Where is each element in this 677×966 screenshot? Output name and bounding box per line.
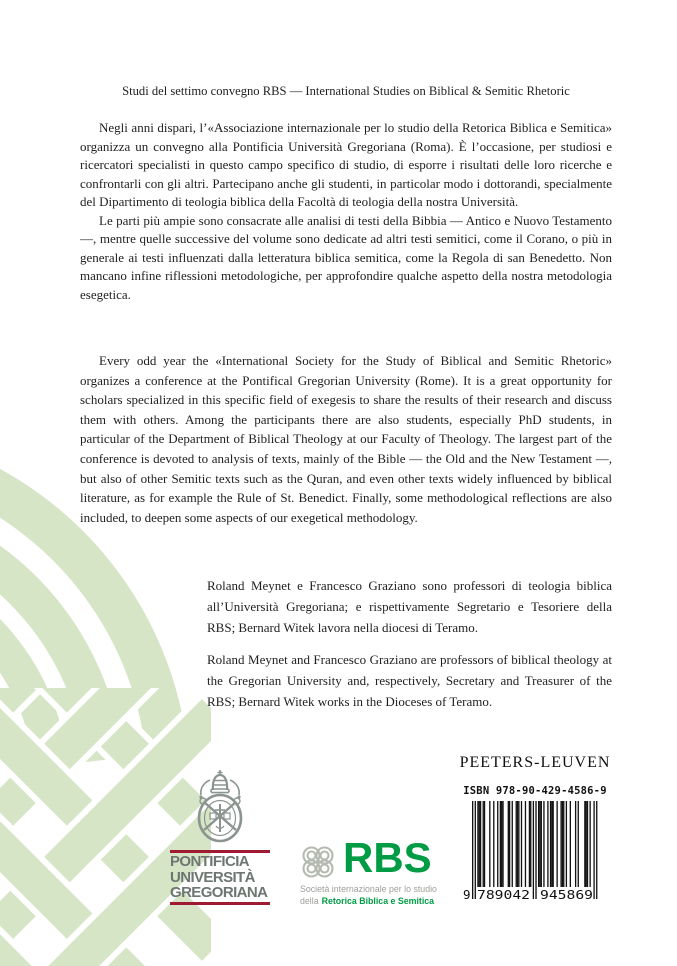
gregoriana-logo <box>170 768 270 906</box>
authors-bio-italian: Roland Meynet e Francesco Graziano sono professori di teologia biblica all’Università Gregoriana; e rispettivamente Segretario e Tesoriere della RBS; Bernard Witek lavora nella diocesi di Teramo. <box>207 578 612 635</box>
barcode-bar <box>516 801 517 887</box>
barcode-digit-group-1: 789042 <box>477 887 530 902</box>
rbs-tagline-2-prefix: della <box>300 896 319 906</box>
barcode-bar <box>500 801 501 887</box>
barcode-bar <box>575 801 576 887</box>
barcode-bar <box>560 801 561 887</box>
rbs-tagline-2-highlight: Retorica Biblica e Semitica <box>321 896 435 906</box>
barcode-bar <box>570 801 571 887</box>
barcode-digit-lead: 9 <box>463 887 471 902</box>
isbn-barcode <box>462 799 602 903</box>
gregoriana-bottom-rule <box>170 902 270 905</box>
barcode-bar <box>553 801 554 887</box>
barcode-bar <box>480 801 481 887</box>
barcode-bar <box>512 801 513 887</box>
barcode-bar <box>525 801 526 887</box>
barcode-bar <box>518 801 519 887</box>
barcode-bar <box>484 801 485 887</box>
barcode-bar <box>521 801 522 887</box>
barcode-bar <box>538 801 539 887</box>
barcode-bar <box>563 801 564 887</box>
barcode-bar <box>541 801 542 887</box>
barcode-bar <box>509 801 510 887</box>
barcode-bar <box>502 801 503 887</box>
barcode-bar <box>551 801 552 887</box>
blurb-english-paragraph: Every odd year the «International Society for the Study of Biblical and Semitic Rhetoric» organizes a conference at the Pontifical Gregorian University (Rome). It is a great opportunity for scholars specialized in this specific field of exegesis to share the results of their research and discuss them with others. Among the participants there are also students, especially PhD students, in particular of the Department of Biblical Theology at our Faculty of Theology. The largest part of the conference is devoted to analysis of texts, mainly of the Bible — the Old and the New Testament —, but also of other Semitic texts such as the Quran, and even other texts widely influenced by biblical literature, as for example the Rule of St. Benedict. Finally, some methodological reflections are also included, to deepen some aspects of our exegetical methodology. <box>80 353 612 525</box>
barcode-bar <box>529 801 530 887</box>
publisher-name: PEETERS-LEUVEN <box>459 754 611 771</box>
gregoriana-wordmark <box>170 850 270 905</box>
barcode-bar <box>584 801 585 887</box>
barcode-bar <box>508 801 509 887</box>
barcode-bar <box>566 801 567 887</box>
barcode-bar <box>596 801 597 899</box>
gregoriana-crest-icon <box>190 768 250 846</box>
barcode-digit-group-2: 945869 <box>540 887 593 902</box>
gregoriana-line-3: GREGORIANA <box>170 884 268 901</box>
barcode-bar <box>533 801 534 899</box>
blurb-italian <box>80 119 612 304</box>
barcode-bar <box>562 801 563 887</box>
barcode-bar <box>578 801 579 887</box>
blurb-italian-paragraph-1: Negli anni dispari, l’«Associazione internazionale per lo studio della Retorica Biblica e Semitica» organizza un convegno alla Pontificia Università Gregoriana (Roma). È l’occasione, per studiosi e ricercatori specialisti in questo campo specifico di studio, di esporre i risultati delle loro ricerche e confrontarli con gli altri. Partecipano anche gli studenti, in particolar modo i dottorandi, specialmente del Dipartimento di teologia biblica della Facoltà di teologia della nostra Università. <box>80 120 612 209</box>
rbs-logo <box>300 834 480 907</box>
barcode-bar <box>497 801 498 887</box>
barcode-bar <box>589 801 590 887</box>
barcode-bar <box>593 801 594 899</box>
isbn-label: ISBN 978-90-429-4586-9 <box>463 785 607 797</box>
gregoriana-line-2: UNIVERSITÀ <box>170 868 255 886</box>
barcode-bar <box>535 801 536 899</box>
barcode-bar <box>517 801 518 887</box>
barcode-bar <box>493 801 494 887</box>
rbs-wordmark: RBS <box>343 834 432 881</box>
barcode-bar <box>586 801 587 887</box>
rbs-tagline-1: Società internazionale per lo studio <box>300 884 437 894</box>
barcode-bar <box>556 801 557 887</box>
blurb-english <box>80 351 612 527</box>
rbs-taglines <box>300 883 480 907</box>
barcode-bar <box>587 801 588 887</box>
barcode-bar <box>501 801 502 887</box>
series-note: Studi del settimo convegno RBS — International Studies on Biblical & Semitic Rhetoric <box>122 84 570 98</box>
barcode-bar <box>483 801 484 887</box>
barcode-bar <box>550 801 551 887</box>
rbs-tagline-2 <box>300 895 480 907</box>
authors-bio-english: Roland Meynet and Francesco Graziano are professors of biblical theology at the Gregorian University and, respectively, Secretary and Treasurer of the RBS; Bernard Witek works in the Dioceses of Teramo. <box>207 652 612 709</box>
gregoriana-line-1: PONTIFICIA <box>170 853 249 870</box>
rbs-knot-icon <box>300 843 336 881</box>
barcode-bar <box>530 801 531 887</box>
blurb-italian-paragraph-2: Le parti più ampie sono consacrate alle analisi di testi della Bibbia — Antico e Nuovo Testamento —, mentre quelle successive del volume sono dedicate ad altri testi semitici, come il Corano, o più in generale ai testi influenzati dalla letteratura biblica semitica, come la Regola di san Benedetto. Non mancano infine riflessioni metodologiche, per approfondire qualche aspetto della nostra metodologia esegetica. <box>80 212 612 302</box>
barcode-bar <box>489 801 490 887</box>
barcode-bar <box>539 801 540 887</box>
barcode-bar <box>547 801 548 887</box>
barcode-bar <box>543 801 544 887</box>
